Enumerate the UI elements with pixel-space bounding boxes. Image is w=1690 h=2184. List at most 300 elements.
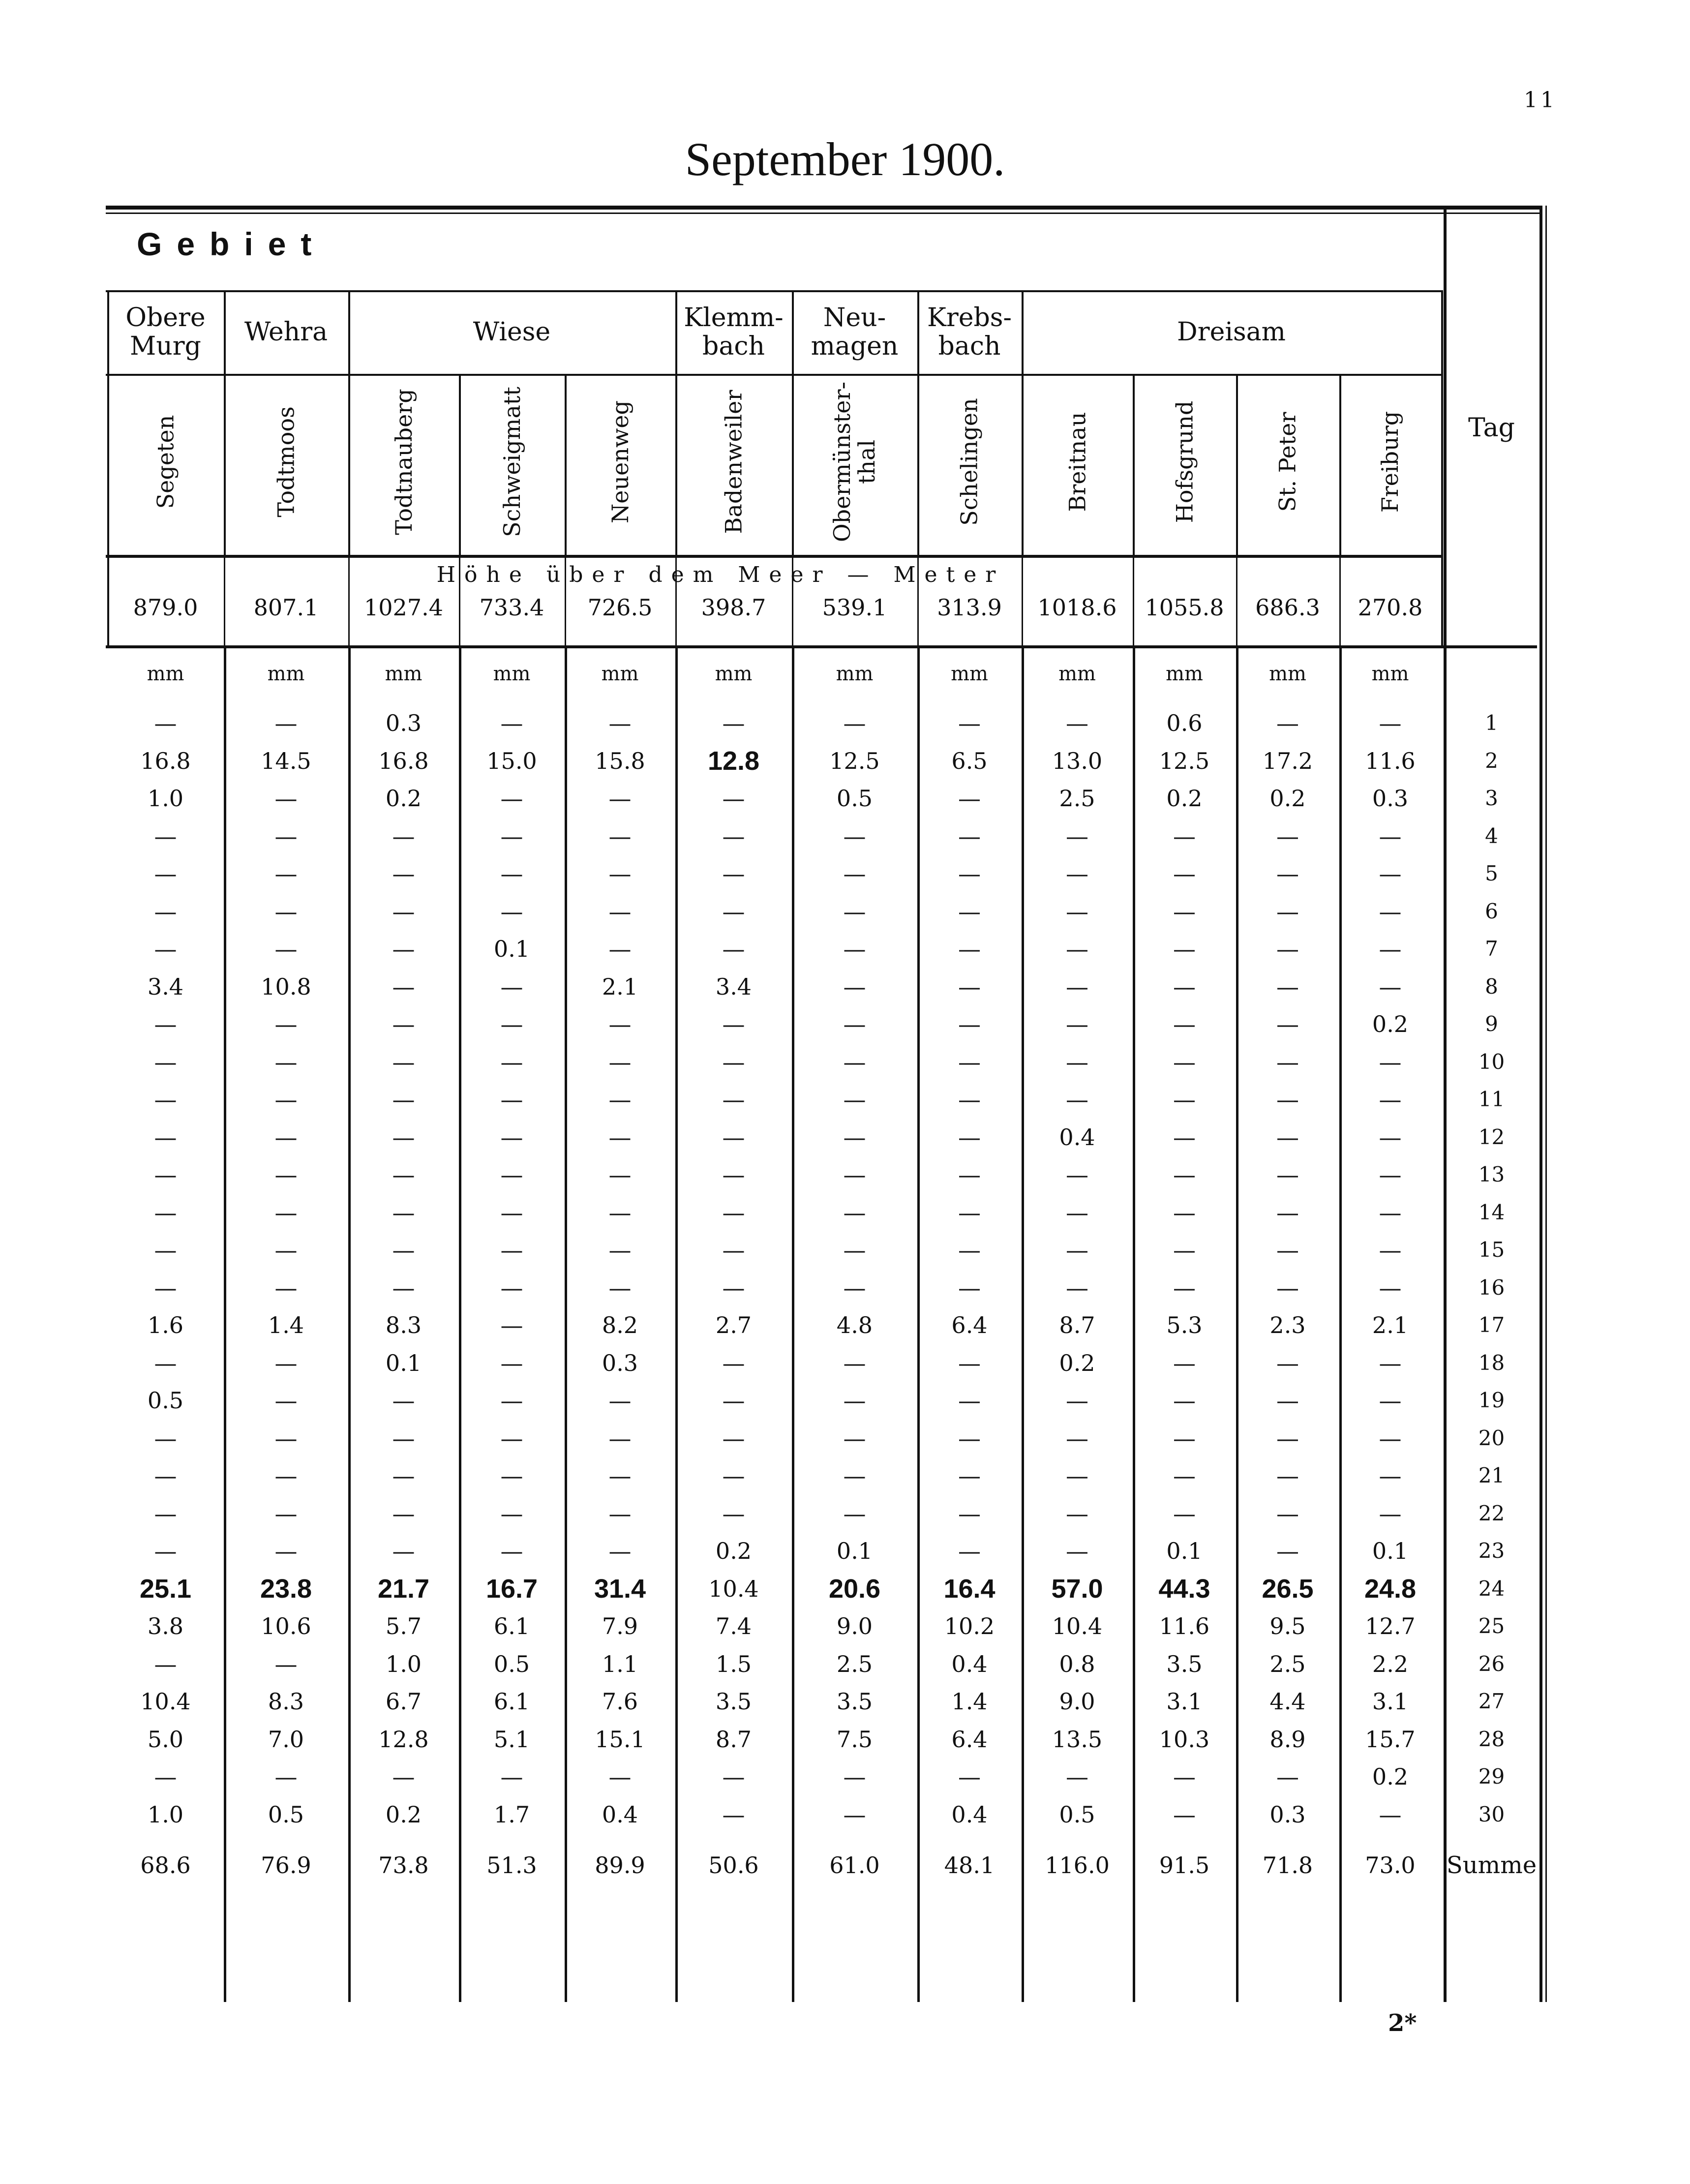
table-cell: —	[1379, 860, 1402, 887]
unit-label: mm	[1371, 663, 1409, 685]
table-cell: —	[274, 1349, 298, 1376]
table-cell: —	[958, 898, 981, 925]
table-cell: 0.1	[836, 1538, 873, 1564]
station-height: 1027.4	[364, 594, 443, 621]
table-cell: 15.0	[486, 747, 537, 774]
table-cell: 7.0	[268, 1726, 304, 1753]
day-number: 27	[1478, 1689, 1505, 1713]
table-cell: —	[843, 1462, 866, 1489]
table-cell: —	[392, 860, 415, 887]
table-cell: —	[1066, 898, 1088, 925]
table-cell: —	[608, 936, 632, 962]
table-cell: —	[843, 1237, 866, 1263]
table-cell: 1.1	[602, 1650, 638, 1677]
table-cell: —	[1173, 1763, 1196, 1790]
table-cell: 6.7	[385, 1688, 422, 1715]
table-cell: —	[722, 1763, 745, 1790]
station-height: 398.7	[701, 594, 766, 621]
table-cell: 0.5	[836, 785, 873, 812]
table-cell: 5.1	[493, 1726, 530, 1753]
table-cell: —	[154, 860, 177, 887]
table-cell: —	[500, 822, 523, 849]
table-cell: —	[392, 1500, 415, 1527]
table-cell: —	[843, 1199, 866, 1226]
table-cell: —	[274, 785, 298, 812]
day-number: 23	[1478, 1539, 1505, 1563]
table-cell: —	[1173, 936, 1196, 962]
table-cell: —	[958, 822, 981, 849]
table-cell: —	[1066, 1237, 1088, 1263]
table-cell: 10.4	[1052, 1613, 1103, 1639]
table-cell: —	[392, 1462, 415, 1489]
table-cell: —	[1173, 1011, 1196, 1037]
day-number: 30	[1478, 1802, 1505, 1826]
table-cell: —	[1173, 1161, 1196, 1188]
table-cell: 12.5	[829, 747, 880, 774]
table-cell: 2.7	[715, 1312, 752, 1338]
table-cell: —	[392, 1274, 415, 1301]
table-cell: —	[1173, 1199, 1196, 1226]
table-cell: 3.4	[147, 973, 184, 1000]
day-number: 20	[1478, 1426, 1505, 1450]
station-name: Hofsgrund	[1171, 400, 1198, 523]
table-cell: —	[958, 1161, 981, 1188]
table-cell: —	[1066, 936, 1088, 962]
unit-label: mm	[1166, 663, 1203, 685]
day-number: 28	[1478, 1727, 1505, 1751]
station-height: 733.4	[479, 594, 544, 621]
table-cell: 10.4	[708, 1575, 759, 1602]
table-cell: —	[500, 1199, 523, 1226]
table-cell: 23.8	[260, 1574, 312, 1604]
table-cell: —	[274, 1763, 298, 1790]
table-cell: 15.8	[595, 747, 645, 774]
table-cell: —	[722, 1349, 745, 1376]
day-number: 9	[1485, 1012, 1498, 1036]
table-cell: —	[1379, 1425, 1402, 1452]
table-cell: 0.2	[1372, 1763, 1409, 1790]
table-cell: —	[1276, 1237, 1299, 1263]
table-cell: 2.1	[602, 973, 638, 1000]
day-number: 29	[1478, 1764, 1505, 1789]
table-cell: 8.3	[385, 1312, 422, 1338]
table-cell: 3.5	[836, 1688, 873, 1715]
station-height: 1055.8	[1145, 594, 1224, 621]
table-cell: —	[1379, 936, 1402, 962]
table-cell: 0.2	[1269, 785, 1306, 812]
page-number: 11	[1524, 88, 1557, 113]
day-number: 17	[1478, 1313, 1505, 1337]
table-cell: —	[1066, 1538, 1088, 1564]
day-number: 14	[1478, 1200, 1505, 1224]
station-header	[917, 379, 1022, 545]
table-cell: —	[722, 1086, 745, 1113]
table-cell: —	[154, 1048, 177, 1075]
sum-cell: 71.8	[1262, 1852, 1313, 1879]
table-cell: —	[958, 1538, 981, 1564]
day-number: 21	[1478, 1463, 1505, 1487]
table-cell: 0.2	[1166, 785, 1203, 812]
table-cell: 10.2	[944, 1613, 995, 1639]
table-cell: —	[392, 973, 415, 1000]
table-cell: 5.3	[1166, 1312, 1203, 1338]
table-cell: 9.5	[1269, 1613, 1306, 1639]
day-number: 6	[1485, 899, 1498, 923]
table-cell: —	[608, 1237, 632, 1263]
table-cell: —	[1379, 1086, 1402, 1113]
table-cell: 7.5	[836, 1726, 873, 1753]
table-cell: 6.1	[493, 1613, 530, 1639]
day-number: 26	[1478, 1651, 1505, 1676]
sum-cell: 61.0	[829, 1852, 880, 1879]
table-cell: —	[608, 1462, 632, 1489]
day-number: 4	[1485, 823, 1498, 848]
table-cell: —	[154, 1763, 177, 1790]
sum-cell: 51.3	[486, 1852, 537, 1879]
table-cell: —	[1066, 973, 1088, 1000]
table-cell: —	[1276, 860, 1299, 887]
day-column-header: Tag	[1468, 413, 1515, 443]
table-cell: 44.3	[1158, 1574, 1210, 1604]
station-header	[792, 379, 917, 545]
station-header	[107, 379, 224, 545]
table-cell: —	[1276, 1161, 1299, 1188]
day-number: 25	[1478, 1614, 1505, 1638]
table-cell: —	[1379, 1199, 1402, 1226]
table-cell: 0.1	[1166, 1538, 1203, 1564]
station-height: 539.1	[822, 594, 887, 621]
table-cell: —	[843, 898, 866, 925]
table-cell: —	[1276, 1387, 1299, 1414]
table-cell: —	[274, 860, 298, 887]
table-cell: —	[722, 898, 745, 925]
table-cell: 12.5	[1159, 747, 1210, 774]
day-number: 1	[1485, 711, 1498, 735]
table-cell: —	[1066, 1011, 1088, 1037]
table-cell: —	[1066, 1048, 1088, 1075]
table-cell: —	[274, 1011, 298, 1037]
table-cell: —	[958, 1237, 981, 1263]
table-cell: 0.4	[1059, 1123, 1095, 1151]
table-cell: —	[154, 1650, 177, 1677]
unit-label: mm	[1269, 663, 1306, 685]
table-cell: —	[500, 1538, 523, 1564]
table-cell: —	[1276, 1500, 1299, 1527]
table-cell: —	[154, 1199, 177, 1226]
group-header: Wehra	[244, 317, 328, 347]
day-number: 10	[1478, 1049, 1505, 1074]
unit-label: mm	[147, 663, 184, 685]
table-cell: 21.7	[377, 1574, 430, 1604]
day-number: 3	[1485, 786, 1498, 810]
sum-label: Summe	[1446, 1851, 1537, 1879]
table-cell: 10.4	[140, 1688, 191, 1715]
day-number: 8	[1485, 974, 1498, 999]
table-cell: 2.5	[1269, 1650, 1306, 1677]
table-cell: —	[608, 1425, 632, 1452]
table-cell: —	[722, 1048, 745, 1075]
table-cell: 0.8	[1059, 1650, 1095, 1677]
table-cell: —	[154, 1538, 177, 1564]
station-height: 686.3	[1255, 594, 1320, 621]
table-cell: —	[392, 822, 415, 849]
table-cell: 1.6	[147, 1312, 184, 1338]
table-top-rule	[106, 206, 1539, 210]
table-cell: —	[958, 1123, 981, 1151]
sum-cell: 73.0	[1365, 1852, 1416, 1879]
page-footer-signature: 2*	[1388, 2009, 1417, 2037]
day-number: 7	[1485, 937, 1498, 961]
table-cell: 0.3	[602, 1349, 638, 1376]
station-header	[348, 379, 459, 545]
day-number: 15	[1478, 1238, 1505, 1262]
table-cell: 0.6	[1166, 710, 1203, 736]
table-cell: —	[1276, 1123, 1299, 1151]
table-cell: —	[1066, 1500, 1088, 1527]
table-cell: 3.8	[147, 1613, 184, 1639]
table-cell: —	[1066, 1274, 1088, 1301]
station-header	[459, 379, 565, 545]
table-cell: 13.0	[1052, 747, 1103, 774]
station-header	[1236, 379, 1339, 545]
table-cell: 0.3	[1269, 1801, 1306, 1828]
table-cell: —	[1379, 1123, 1402, 1151]
table-cell: 1.4	[268, 1312, 304, 1338]
table-cell: —	[608, 1763, 632, 1790]
table-cell: —	[958, 973, 981, 1000]
table-cell: —	[843, 1011, 866, 1037]
table-cell: —	[500, 1425, 523, 1452]
table-cell: —	[722, 822, 745, 849]
table-cell: —	[500, 898, 523, 925]
table-cell: 1.0	[147, 1801, 184, 1828]
station-header	[224, 379, 348, 545]
table-cell: —	[1276, 1538, 1299, 1564]
table-cell: —	[958, 936, 981, 962]
table-cell: —	[154, 710, 177, 736]
table-cell: 5.7	[385, 1613, 422, 1639]
table-cell: 3.1	[1372, 1688, 1409, 1715]
table-cell: —	[1276, 1462, 1299, 1489]
table-cell: —	[1173, 1349, 1196, 1376]
table-cell: —	[1276, 1763, 1299, 1790]
table-cell: 14.5	[261, 747, 311, 774]
table-cell: —	[500, 1161, 523, 1188]
right-border-rule-outer	[1545, 206, 1547, 2002]
table-cell: 0.5	[147, 1387, 184, 1414]
table-cell: 8.3	[268, 1688, 304, 1715]
table-cell: 2.3	[1269, 1312, 1306, 1338]
table-cell: —	[274, 1462, 298, 1489]
table-cell: 6.4	[951, 1312, 988, 1338]
table-cell: —	[608, 1086, 632, 1113]
table-cell: —	[1379, 1462, 1402, 1489]
table-cell: —	[392, 1237, 415, 1263]
station-rule	[106, 555, 1441, 558]
table-cell: —	[1173, 822, 1196, 849]
table-cell: —	[843, 1349, 866, 1376]
table-cell: 13.5	[1052, 1726, 1103, 1753]
station-height: 1018.6	[1037, 594, 1117, 621]
day-number: 19	[1478, 1388, 1505, 1412]
table-cell: 15.7	[1365, 1726, 1416, 1753]
table-cell: —	[274, 710, 298, 736]
station-height: 726.5	[587, 594, 653, 621]
table-cell: —	[1066, 1425, 1088, 1452]
table-cell: 7.6	[602, 1688, 638, 1715]
table-cell: 6.1	[493, 1688, 530, 1715]
table-cell: —	[500, 1086, 523, 1113]
table-cell: —	[500, 973, 523, 1000]
station-name: Schelingen	[956, 398, 983, 526]
table-cell: —	[843, 1387, 866, 1414]
table-cell: —	[1379, 710, 1402, 736]
table-cell: 8.7	[715, 1726, 752, 1753]
table-cell: —	[843, 1425, 866, 1452]
table-cell: —	[1276, 973, 1299, 1000]
table-cell: 17.2	[1262, 747, 1313, 774]
station-name: Segeten	[152, 415, 179, 509]
table-cell: —	[392, 1048, 415, 1075]
table-cell: 16.8	[378, 747, 429, 774]
station-name: Todtmoos	[272, 406, 300, 517]
table-cell: —	[274, 1048, 298, 1075]
table-cell: —	[274, 1086, 298, 1113]
table-cell: —	[154, 1237, 177, 1263]
table-cell: —	[1276, 1425, 1299, 1452]
table-cell: —	[843, 710, 866, 736]
sum-cell: 50.6	[708, 1852, 759, 1879]
table-cell: —	[722, 1387, 745, 1414]
day-number: 12	[1478, 1124, 1505, 1149]
table-cell: 8.9	[1269, 1726, 1306, 1753]
table-cell: —	[722, 785, 745, 812]
sum-cell: 76.9	[261, 1852, 311, 1879]
table-cell: —	[722, 1801, 745, 1828]
table-cell: —	[958, 710, 981, 736]
table-cell: 0.4	[951, 1801, 988, 1828]
table-cell: —	[500, 1500, 523, 1527]
table-cell: —	[274, 898, 298, 925]
table-cell: 2.5	[1059, 785, 1095, 812]
table-cell: —	[154, 1274, 177, 1301]
table-cell: —	[1173, 973, 1196, 1000]
table-cell: —	[1173, 1387, 1196, 1414]
table-cell: —	[1379, 973, 1402, 1000]
unit-label: mm	[601, 663, 639, 685]
station-height: 879.0	[133, 594, 198, 621]
table-cell: —	[1276, 710, 1299, 736]
table-cell: —	[1276, 898, 1299, 925]
table-cell: —	[608, 1387, 632, 1414]
sum-cell: 91.5	[1159, 1852, 1210, 1879]
table-cell: —	[1173, 1086, 1196, 1113]
unit-label: mm	[267, 663, 305, 685]
table-cell: —	[392, 936, 415, 962]
table-cell: —	[1276, 822, 1299, 849]
unit-label: mm	[951, 663, 988, 685]
table-cell: —	[958, 1086, 981, 1113]
table-cell: 11.6	[1159, 1613, 1210, 1639]
table-cell: —	[1379, 1349, 1402, 1376]
table-cell: 0.2	[715, 1538, 752, 1564]
table-cell: —	[1173, 1048, 1196, 1075]
table-cell: —	[722, 1011, 745, 1037]
table-cell: 8.7	[1059, 1312, 1095, 1338]
table-cell: —	[500, 1462, 523, 1489]
table-cell: —	[958, 1763, 981, 1790]
table-cell: 1.5	[715, 1650, 752, 1677]
table-cell: 0.3	[1372, 785, 1409, 812]
table-cell: 2.2	[1372, 1650, 1409, 1677]
unit-label: mm	[1058, 663, 1096, 685]
table-cell: —	[1379, 1274, 1402, 1301]
table-cell: —	[392, 1086, 415, 1113]
table-cell: —	[1379, 822, 1402, 849]
table-cell: —	[608, 785, 632, 812]
station-header	[675, 379, 792, 545]
table-cell: —	[500, 860, 523, 887]
day-number: 16	[1478, 1275, 1505, 1300]
table-cell: 3.5	[1166, 1650, 1203, 1677]
table-cell: —	[154, 898, 177, 925]
table-cell: 24.8	[1364, 1574, 1417, 1604]
table-cell: —	[608, 1199, 632, 1226]
station-name: Breitnau	[1063, 412, 1090, 512]
table-cell: —	[1066, 1763, 1088, 1790]
station-header	[565, 379, 675, 545]
table-cell: —	[722, 1500, 745, 1527]
table-cell: —	[392, 898, 415, 925]
table-cell: —	[392, 1123, 415, 1151]
table-cell: 6.5	[951, 747, 988, 774]
table-cell: 9.0	[1059, 1688, 1095, 1715]
table-cell: 11.6	[1365, 747, 1416, 774]
table-cell: 8.2	[602, 1312, 638, 1338]
table-cell: —	[608, 1274, 632, 1301]
table-cell: —	[154, 1462, 177, 1489]
day-number: 18	[1478, 1350, 1505, 1375]
table-cell: 26.5	[1262, 1574, 1314, 1604]
group-header: Klemm- bach	[684, 303, 784, 361]
table-cell: 1.4	[951, 1688, 988, 1715]
table-cell: —	[843, 860, 866, 887]
table-cell: 0.5	[1059, 1801, 1095, 1828]
height-label: Höhe über dem Meer — Meter	[436, 562, 1005, 587]
station-header	[1339, 379, 1441, 545]
table-cell: —	[1173, 1462, 1196, 1489]
table-cell: 9.0	[836, 1613, 873, 1639]
table-cell: —	[1276, 1048, 1299, 1075]
unit-label: mm	[385, 663, 422, 685]
table-cell: 0.4	[951, 1650, 988, 1677]
table-cell: —	[1066, 1086, 1088, 1113]
table-cell: —	[154, 1161, 177, 1188]
table-cell: —	[843, 1274, 866, 1301]
table-cell: —	[722, 936, 745, 962]
table-cell: 15.1	[595, 1726, 645, 1753]
day-number: 22	[1478, 1501, 1505, 1525]
group-header: Dreisam	[1177, 317, 1286, 347]
table-cell: —	[274, 1500, 298, 1527]
table-cell: —	[274, 1425, 298, 1452]
table-cell: 2.5	[836, 1650, 873, 1677]
table-cell: 31.4	[594, 1574, 646, 1604]
table-cell: —	[154, 1349, 177, 1376]
table-cell: 5.0	[147, 1726, 184, 1753]
table-cell: —	[1173, 1801, 1196, 1828]
table-cell: 4.4	[1269, 1688, 1306, 1715]
